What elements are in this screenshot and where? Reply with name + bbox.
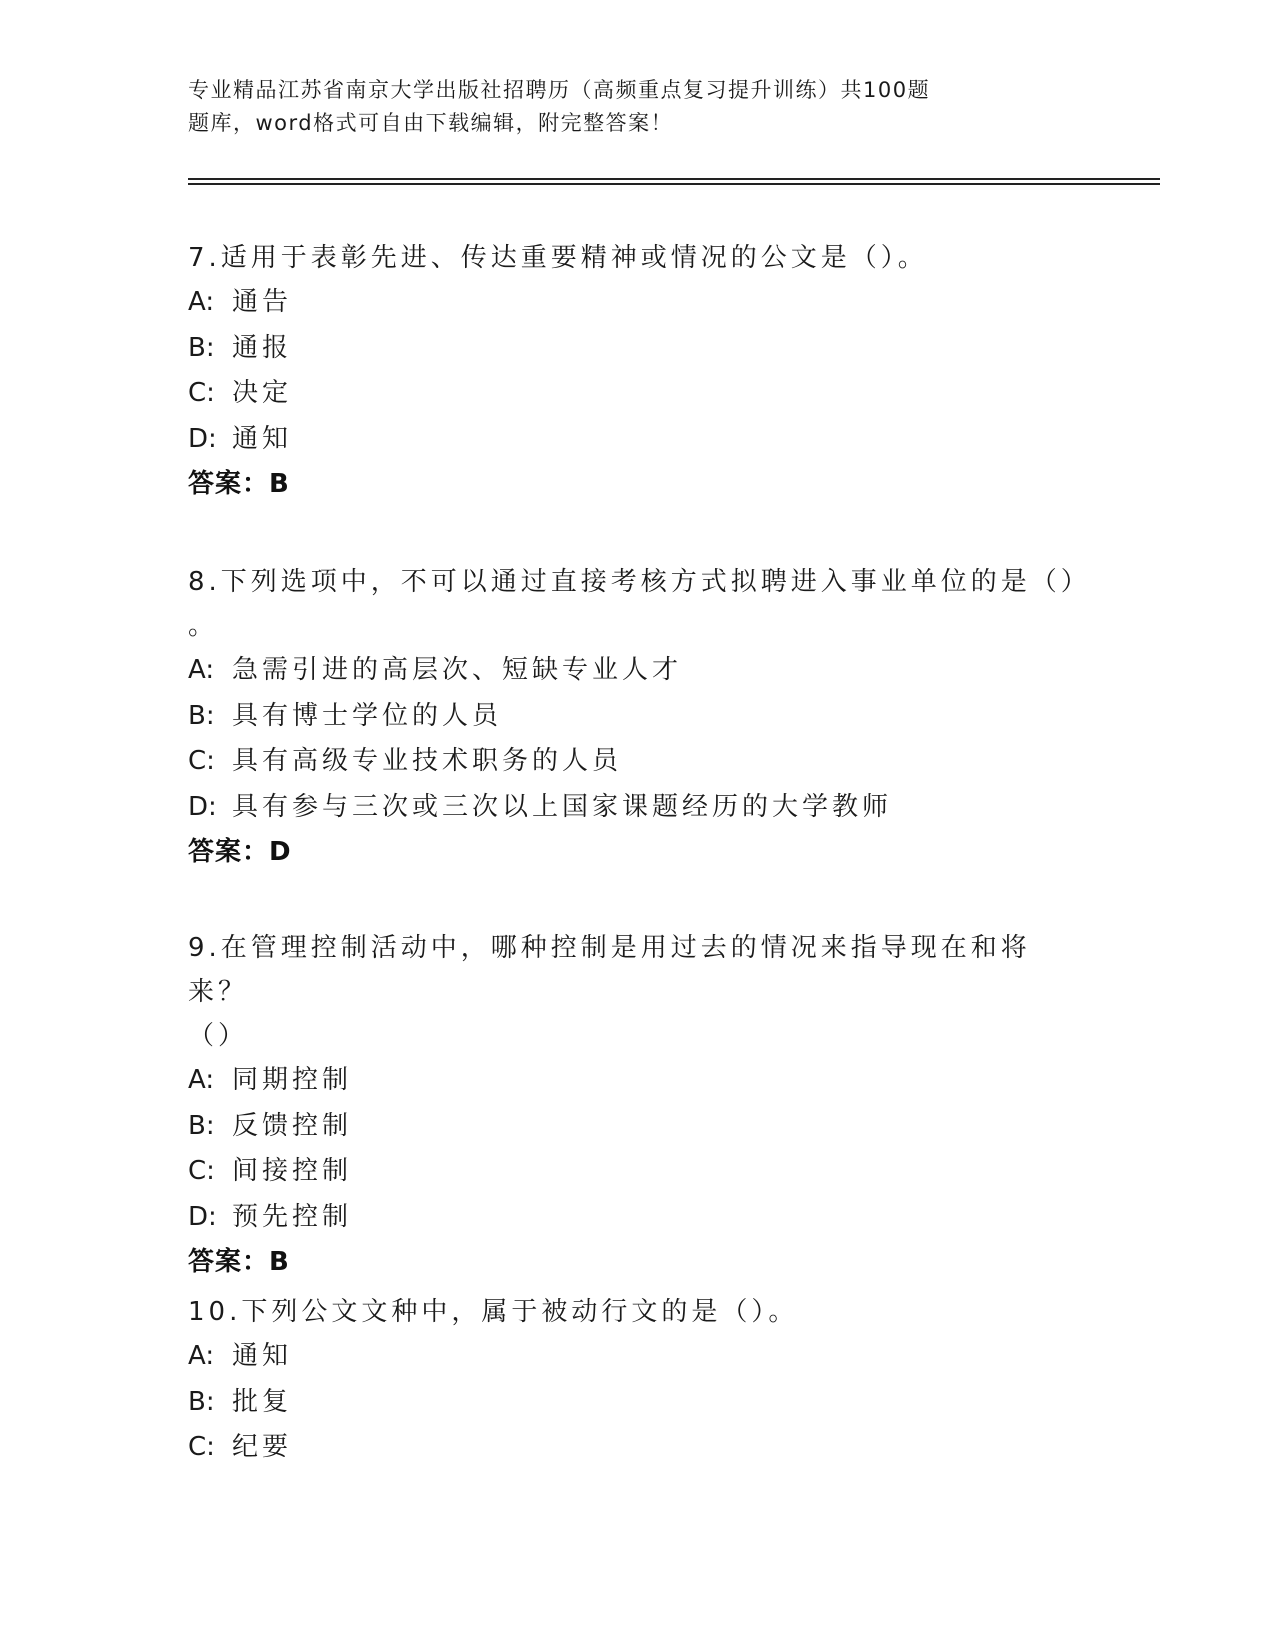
question-stem: 8.下列选项中，不可以通过直接考核方式拟聘进入事业单位的是（） (188, 567, 1091, 597)
option-label: D: (188, 423, 217, 454)
option-a (188, 648, 1078, 694)
option-text: 批复 (232, 1386, 293, 1417)
option-c (188, 371, 1078, 417)
option-a (188, 280, 1078, 326)
option-a (188, 1334, 1078, 1380)
option-label: A: (188, 1065, 215, 1095)
option-label: A: (188, 287, 215, 317)
option-d (188, 1195, 1078, 1241)
option-text: 间接控制 (232, 1156, 353, 1186)
option-b (188, 326, 1078, 372)
option-text: 反馈控制 (232, 1110, 353, 1141)
option-label: A: (188, 655, 215, 685)
option-b (188, 1380, 1078, 1426)
question-10 (188, 1290, 1078, 1471)
option-text: 同期控制 (232, 1065, 353, 1095)
question-stem: 7.适用于表彰先进、传达重要精神或情况的公文是（）。 (188, 243, 928, 273)
option-text: 决定 (232, 378, 293, 408)
option-label: B: (188, 1110, 215, 1141)
option-d (188, 417, 1078, 463)
option-d (188, 785, 1078, 831)
option-text: 具有参与三次或三次以上国家课题经历的大学教师 (232, 791, 893, 822)
option-label: D: (188, 791, 217, 822)
option-label: B: (188, 332, 215, 363)
option-label: A: (188, 1341, 215, 1371)
header-divider-top (188, 178, 1160, 180)
option-label: C: (188, 378, 215, 408)
option-text: 通知 (232, 1341, 293, 1371)
option-text: 具有高级专业技术职务的人员 (232, 746, 623, 776)
question-8 (188, 560, 1091, 876)
question-stem-continuation: （） (188, 1021, 249, 1051)
document-header (188, 74, 1028, 140)
question-stem: 10.下列公文文种中，属于被动行文的是（）。 (188, 1297, 799, 1327)
header-divider-bottom (188, 183, 1160, 185)
option-label: B: (188, 1386, 215, 1417)
option-text: 通报 (232, 332, 293, 363)
option-label: B: (188, 700, 215, 731)
question-stem-continuation: 。 (188, 611, 219, 641)
answer: 答案：B (188, 1247, 290, 1277)
header-line-2: 题库，word格式可自由下载编辑，附完整答案！ (188, 111, 674, 135)
option-label: C: (188, 746, 215, 776)
question-7 (188, 236, 1078, 508)
question-stem: 9.在管理控制活动中，哪种控制是用过去的情况来指导现在和将来？ (188, 933, 1031, 1007)
option-b (188, 694, 1078, 740)
option-b (188, 1104, 1078, 1150)
option-label: C: (188, 1432, 215, 1462)
header-line-1: 专业精品江苏省南京大学出版社招聘历（高频重点复习提升训练）共100题 (188, 78, 931, 102)
option-label: C: (188, 1156, 215, 1186)
option-c (188, 1149, 1078, 1195)
option-text: 通告 (232, 287, 293, 317)
answer: 答案：D (188, 837, 292, 867)
option-a (188, 1058, 1078, 1104)
option-text: 纪要 (232, 1432, 293, 1462)
option-c (188, 739, 1078, 785)
option-c (188, 1425, 1078, 1471)
answer: 答案：B (188, 469, 290, 499)
option-text: 预先控制 (232, 1201, 353, 1232)
option-label: D: (188, 1201, 217, 1232)
option-text: 具有博士学位的人员 (232, 700, 503, 731)
question-9 (188, 926, 1078, 1286)
option-text: 通知 (232, 423, 293, 454)
option-text: 急需引进的高层次、短缺专业人才 (232, 655, 683, 685)
